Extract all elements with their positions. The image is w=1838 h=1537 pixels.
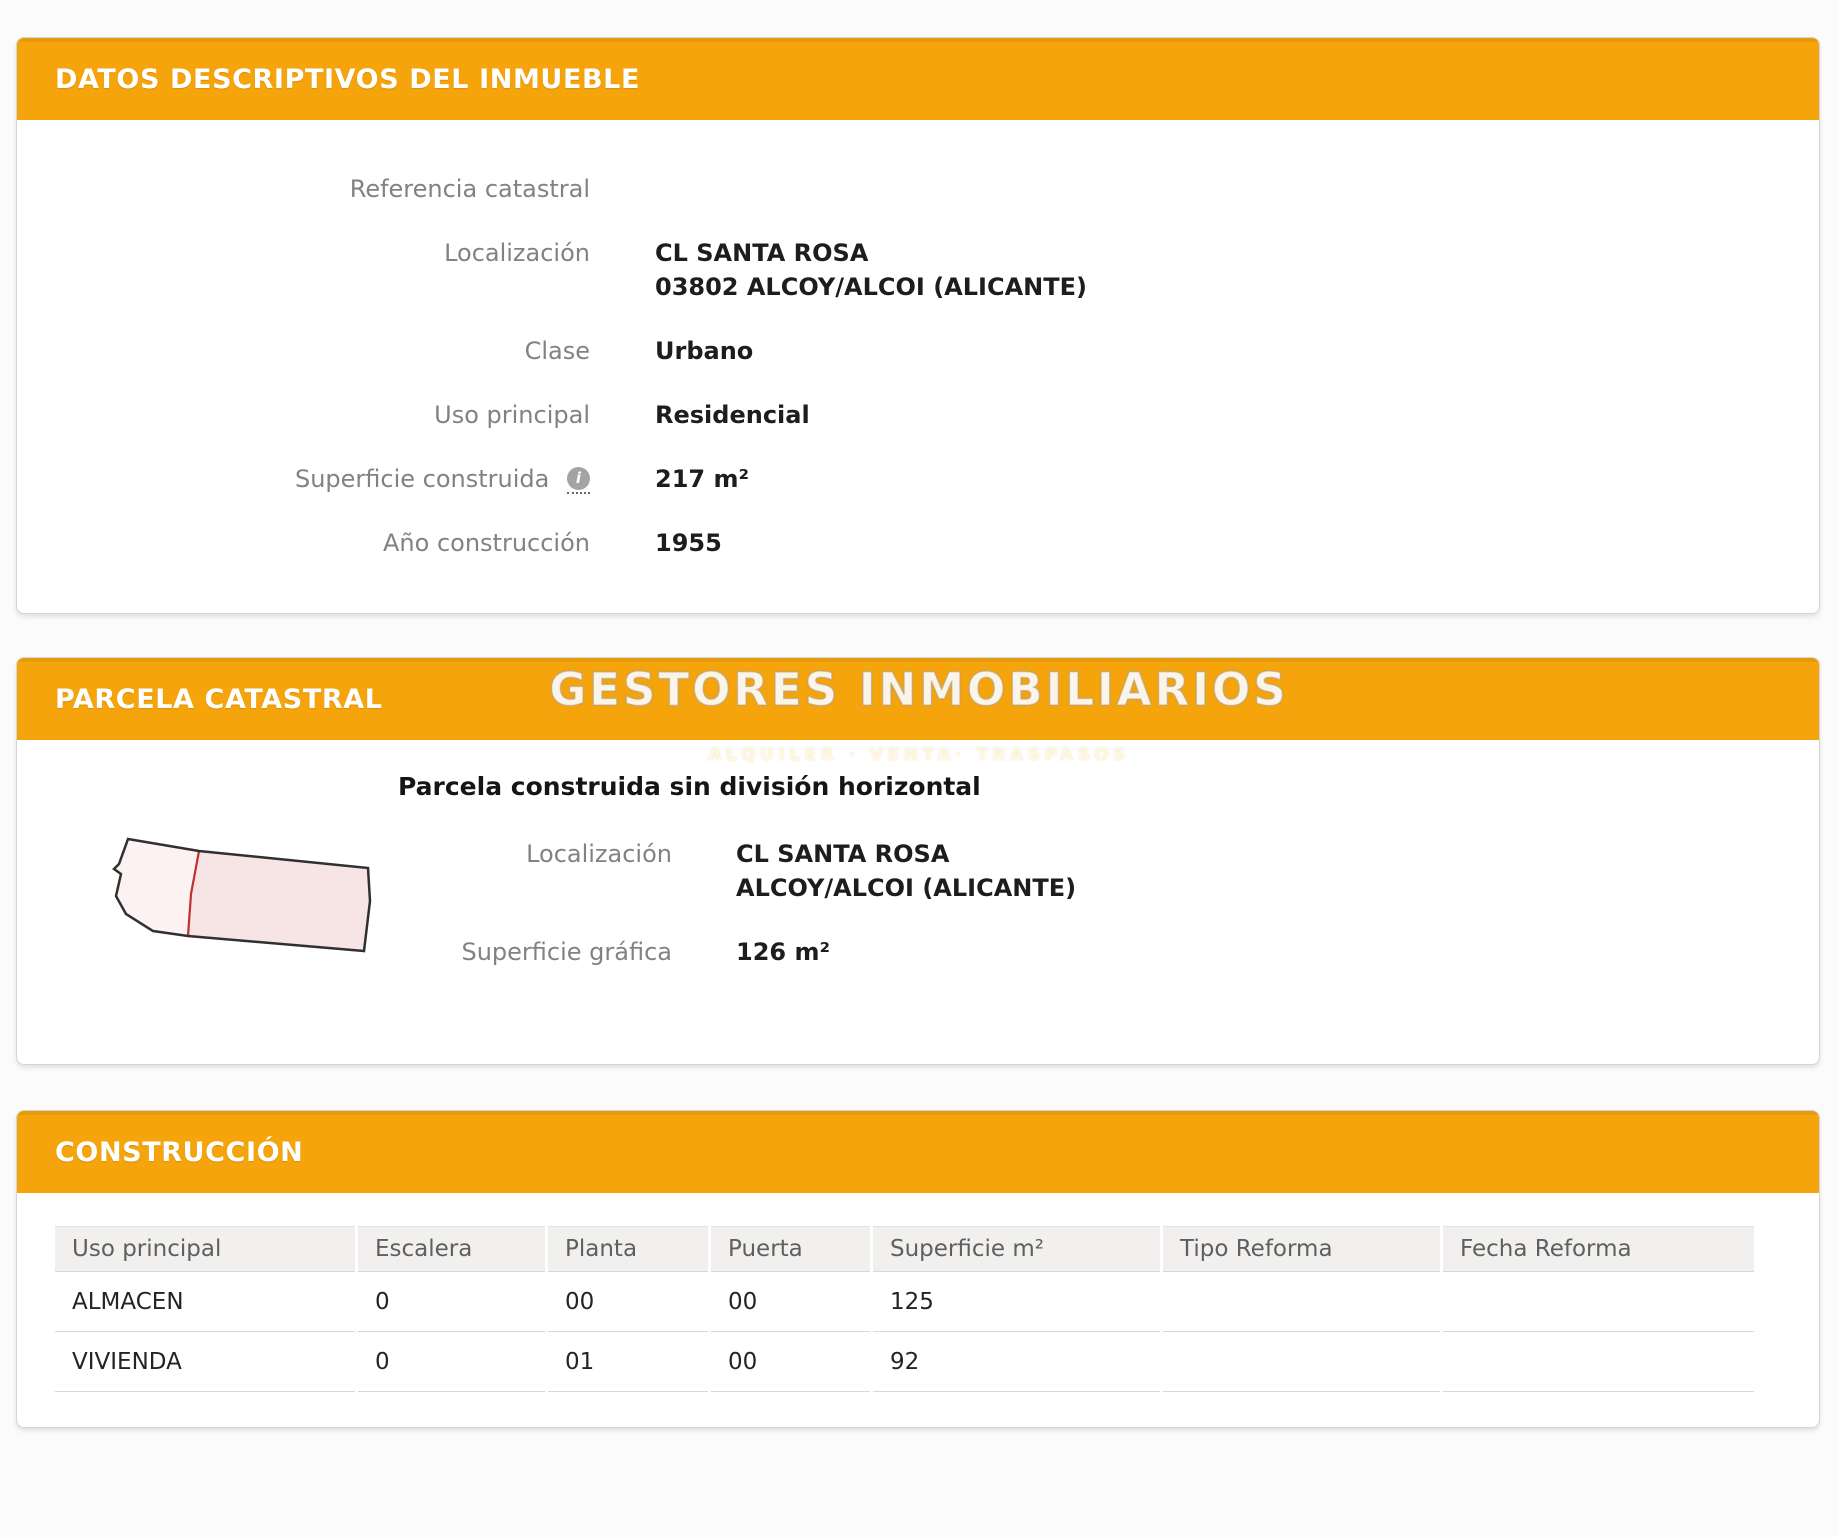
parcela-subtitle: Parcela construida sin división horizontal: [398, 772, 981, 801]
construccion-table-body: [55, 1272, 1754, 1392]
panel-header-parcela: [17, 658, 1819, 740]
cell-planta: 00: [548, 1272, 708, 1332]
field-label-text: Superficie construida: [294, 465, 550, 493]
tooltip-anchor[interactable]: [567, 467, 590, 494]
section-title-parcela: PARCELA CATASTRAL: [55, 683, 383, 715]
field-label: Referencia catastral: [349, 175, 590, 203]
field-row-uso-principal: [17, 398, 1819, 432]
table-header-row: [55, 1226, 1754, 1272]
info-icon[interactable]: i: [567, 467, 590, 490]
column-header-superficie: Superficie m²: [873, 1226, 1160, 1272]
cell-superficie: 125: [873, 1272, 1160, 1332]
cell-puerta: 00: [711, 1332, 870, 1392]
cell-uso-principal: ALMACEN: [55, 1272, 355, 1332]
column-header-fecha-reforma: Fecha Reforma: [1443, 1226, 1754, 1272]
column-header-escalera: Escalera: [358, 1226, 545, 1272]
construccion-table: [52, 1226, 1757, 1392]
panel-body-construccion: [17, 1193, 1819, 1427]
address-line-1: CL SANTA ROSA: [655, 239, 869, 267]
field-value: 1955: [655, 529, 722, 557]
field-value: Residencial: [655, 401, 810, 429]
section-title-datos: DATOS DESCRIPTIVOS DEL INMUEBLE: [55, 63, 641, 95]
watermark-agency-name: GESTORES INMOBILIARIOS: [549, 663, 1289, 716]
panel-body-datos: [17, 120, 1819, 613]
field-value: Urbano: [655, 337, 754, 365]
cell-tipo-reforma: [1163, 1272, 1440, 1332]
panel-body-parcela: [17, 740, 1819, 1064]
cell-fecha-reforma: [1443, 1272, 1754, 1332]
cell-planta: 01: [548, 1332, 708, 1392]
construccion-table-head: [55, 1226, 1754, 1272]
field-row-referencia-catastral: [17, 172, 1819, 206]
column-header-planta: Planta: [548, 1226, 708, 1272]
field-row-localizacion: [17, 236, 1819, 304]
panel-datos-descriptivos: [16, 37, 1820, 614]
cell-escalera: 0: [358, 1272, 545, 1332]
field-value: 126 m²: [736, 938, 830, 966]
field-row-clase: [17, 334, 1819, 368]
address-line-2: 03802 ALCOY/ALCOI (ALICANTE): [655, 273, 1087, 301]
table-row: [55, 1332, 1754, 1392]
field-label: Uso principal: [434, 401, 590, 429]
watermark-tagline: ALQUILER · VENTA· TRASPASOS: [708, 745, 1130, 765]
panel-parcela-catastral: [16, 657, 1820, 1065]
table-row: [55, 1272, 1754, 1332]
field-value: [655, 236, 1087, 304]
field-label: Clase: [524, 337, 590, 365]
panel-header-construccion: [17, 1111, 1819, 1193]
field-row-ano-construccion: [17, 526, 1819, 560]
field-label: Localización: [444, 239, 590, 267]
field-label: Superficie gráfica: [461, 938, 672, 966]
field-label: [17, 462, 590, 496]
address-line-1: CL SANTA ROSA: [736, 840, 950, 868]
panel-construccion: [16, 1110, 1820, 1428]
cell-superficie: 92: [873, 1332, 1160, 1392]
column-header-puerta: Puerta: [711, 1226, 870, 1272]
field-label: Localización: [526, 840, 672, 868]
panel-header-datos: [17, 38, 1819, 120]
cell-tipo-reforma: [1163, 1332, 1440, 1392]
cell-uso-principal: VIVIENDA: [55, 1332, 355, 1392]
parcel-map: [111, 834, 373, 962]
field-row-superficie-construida: [17, 462, 1819, 496]
cadastral-property-page: [0, 37, 1838, 1537]
cell-puerta: 00: [711, 1272, 870, 1332]
column-header-uso-principal: Uso principal: [55, 1226, 355, 1272]
field-label: Año construcción: [383, 529, 590, 557]
field-value: [736, 837, 1076, 905]
field-value: 217 m²: [655, 465, 749, 493]
cell-escalera: 0: [358, 1332, 545, 1392]
section-title-construccion: CONSTRUCCIÓN: [55, 1136, 304, 1168]
cell-fecha-reforma: [1443, 1332, 1754, 1392]
column-header-tipo-reforma: Tipo Reforma: [1163, 1226, 1440, 1272]
address-line-2: ALCOY/ALCOI (ALICANTE): [736, 874, 1077, 902]
